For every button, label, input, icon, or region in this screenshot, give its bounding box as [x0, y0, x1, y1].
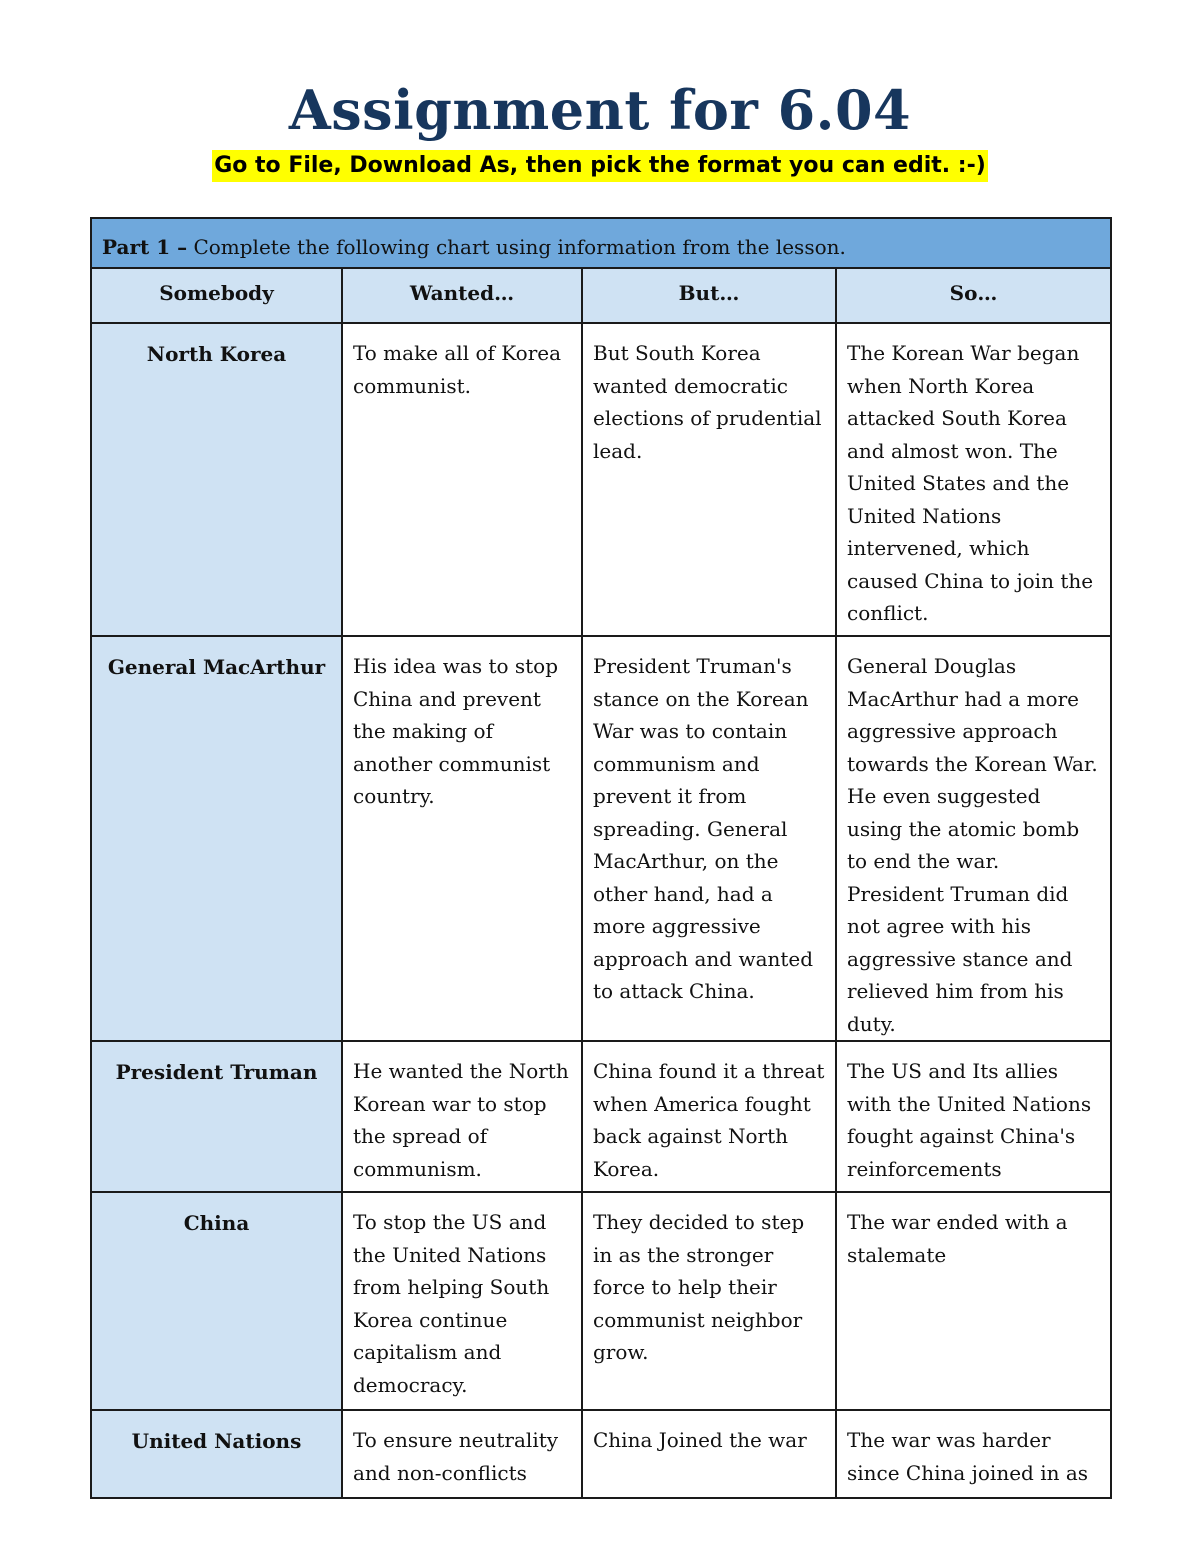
column-header-row — [91, 268, 1111, 323]
header-somebody: Somebody — [91, 268, 342, 323]
highlighted-instructions: Go to File, Download As, then pick the format you can edit. :-) — [212, 150, 988, 182]
table-row — [91, 1410, 1111, 1498]
instructions-wrap — [0, 150, 1200, 182]
so-cell[interactable]: The war ended with a stalemate — [836, 1192, 1111, 1410]
table-row — [91, 1041, 1111, 1192]
header-wanted: Wanted… — [342, 268, 582, 323]
so-cell[interactable]: The war was harder since China joined in as — [836, 1410, 1111, 1498]
but-cell[interactable]: China Joined the war — [582, 1410, 836, 1498]
so-cell[interactable]: The US and Its allies with the United Nations fought against China's reinforcements — [836, 1041, 1111, 1192]
table-row — [91, 1192, 1111, 1410]
but-cell[interactable]: China found it a threat when America fought back against North Korea. — [582, 1041, 836, 1192]
somebody-cell: General MacArthur — [91, 636, 342, 1041]
somebody-cell: President Truman — [91, 1041, 342, 1192]
assignment-chart — [90, 217, 1112, 1499]
somebody-cell: United Nations — [91, 1410, 342, 1498]
wanted-cell[interactable]: His idea was to stop China and prevent the making of another communist country. — [342, 636, 582, 1041]
so-cell[interactable]: General Douglas MacArthur had a more aggressive approach towards the Korean War. He even suggested using the atomic bomb to end the war. President Truman did not agree with his aggressive stance and relieved him from his duty. — [836, 636, 1111, 1041]
part-label: Part 1 – — [102, 235, 188, 259]
but-cell[interactable]: But South Korea wanted democratic elections of prudential lead. — [582, 323, 836, 636]
part-instructions: Complete the following chart using information from the lesson. — [193, 235, 846, 259]
header-so: So… — [836, 268, 1111, 323]
page-title: Assignment for 6.04 — [288, 78, 912, 142]
somebody-cell: China — [91, 1192, 342, 1410]
wanted-cell[interactable]: To stop the US and the United Nations from helping South Korea continue capitalism and democracy. — [342, 1192, 582, 1410]
wanted-cell[interactable]: To make all of Korea communist. — [342, 323, 582, 636]
part-header-cell — [91, 218, 1111, 268]
wanted-cell[interactable]: To ensure neutrality and non-conflicts — [342, 1410, 582, 1498]
but-cell[interactable]: President Truman's stance on the Korean War was to contain communism and prevent it from spreading. General MacArthur, on the other hand, had a more aggressive approach and wanted to attack China. — [582, 636, 836, 1041]
table-row — [91, 636, 1111, 1041]
part-header-row — [91, 218, 1111, 268]
but-cell[interactable]: They decided to step in as the stronger force to help their communist neighbor grow. — [582, 1192, 836, 1410]
table-row — [91, 323, 1111, 636]
somebody-cell: North Korea — [91, 323, 342, 636]
so-cell[interactable]: The Korean War began when North Korea attacked South Korea and almost won. The United States and the United Nations intervened, which caused China to join the conflict. — [836, 323, 1111, 636]
wanted-cell[interactable]: He wanted the North Korean war to stop the spread of communism. — [342, 1041, 582, 1192]
header-but: But… — [582, 268, 836, 323]
